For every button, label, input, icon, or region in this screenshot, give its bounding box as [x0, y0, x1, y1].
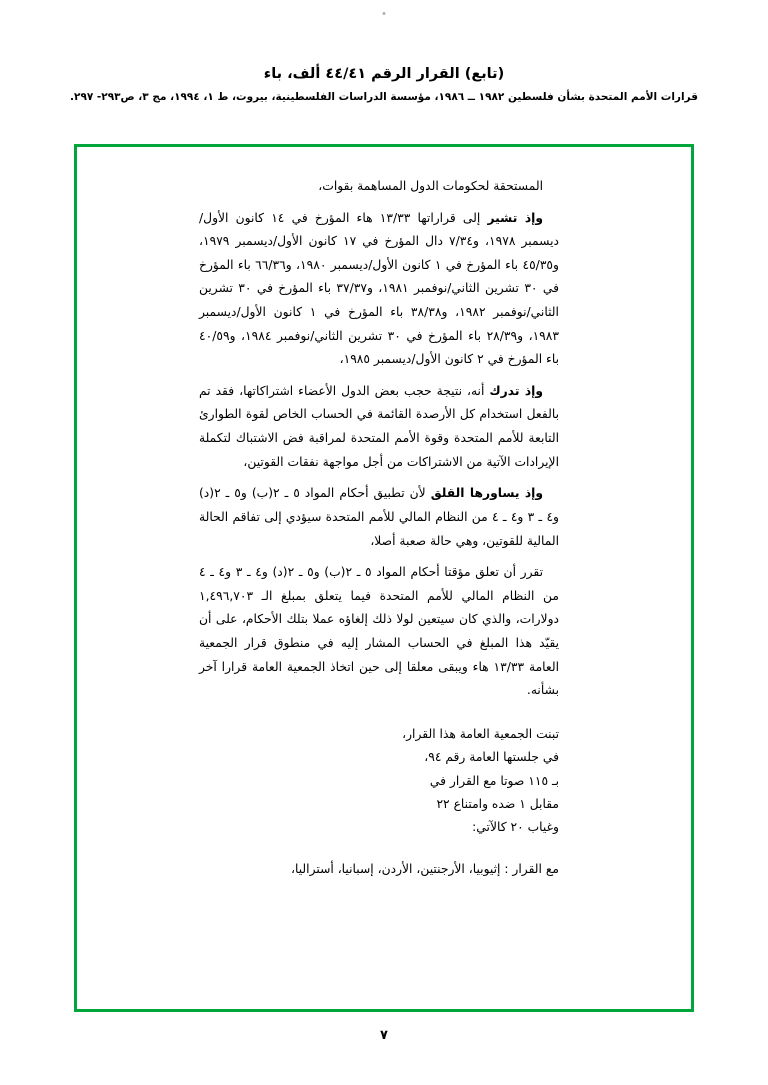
vote-line: وغياب ٢٠ كالآتي: — [472, 820, 559, 835]
paragraph-realizing — [199, 380, 559, 474]
paragraph-text: تقرر أن تعلق مؤقتا أحكام المواد ٥ ـ ٢(ب) و٥ ـ ٢(د) و٤ ـ ٣ و٤ ـ ٤ من النظام المالي للأمم المتحدة فيما يتعلق بمبلغ الـ ١,٤٩٦,٧٠٣ دولارات، والذي كان سيتعين لولا ذلك إلغاؤه عملا بتلك الأحكام، على أن يقيّد هذا المبلغ في الحساب المشار إليه في منطوق قرار الجمعية العامة ١٣/٣٣ هاء ويبقى معلقا إلى حين اتخاذ الجمعية العامة قرارا آخر بشأنه. — [199, 565, 559, 698]
paragraph-continuation — [199, 175, 559, 199]
paragraph-lead: وإذ يساورها القلق — [430, 486, 544, 501]
paragraph-text: لأن تطبيق أحكام المواد ٥ ـ ٢(ب) و٥ ـ ٢(د) و٤ ـ ٣ و٤ ـ ٤ من النظام المالي للأمم المتحدة سيؤدي إلى تفاقم الحالة المالية للقوتين، وهي حالة صعبة أصلا، — [199, 486, 559, 548]
page-number: ٧ — [380, 1028, 388, 1043]
paragraph-text: إلى قراراتها ١٣/٣٣ هاء المؤرخ في ١٤ كانون الأول/ديسمبر ١٩٧٨، و٧/٣٤ دال المؤرخ في ١٧ كانون الأول/ديسمبر ١٩٧٩، و٤٥/٣٥ باء المؤرخ في ١ كانون الأول/ديسمبر ١٩٨٠، و٦٦/٣٦ باء المؤرخ في ٣٠ تشرين الثاني/نوفمبر ١٩٨١، و٣٧/٣٧ باء المؤرخ في ٣٠ تشرين الثاني/نوفمبر ١٩٨٢، و٣٨/٣٨ باء المؤرخ في ١ كانون الأول/ديسمبر ١٩٨٣، و٢٨/٣٩ باء المؤرخ في ٣٠ تشرين الثاني/نوفمبر ١٩٨٤، و٤٠/٥٩ باء المؤرخ في ٢ كانون الأول/ديسمبر ١٩٨٥، — [199, 210, 559, 367]
vote-result-block — [199, 723, 559, 840]
source-citation: قرارات الأمم المتحدة بشأن فلسطين ١٩٨٢ ــ ١٩٨٦، مؤسسة الدراسات الفلسطينية، بيروت، ط ١، ١٩٩٤، مج ٣، ص٢٩٣- ٢٩٧. — [70, 91, 698, 103]
vote-line: بـ ١١٥ صوتا مع القرار في — [429, 773, 559, 788]
page-title: (تابع) القرار الرقم ٤٤/٤١ ألف، باء — [263, 66, 505, 82]
top-page-marker — [383, 12, 386, 15]
paragraph-text: المستحقة لحكومات الدول المساهمة بقوات، — [318, 179, 543, 193]
paragraph-decides — [199, 561, 559, 703]
vote-line: تبنت الجمعية العامة هذا القرار، — [402, 726, 559, 741]
document-body — [199, 175, 559, 881]
paragraph-lead: وإذ تشير — [487, 210, 544, 225]
page-header — [0, 0, 768, 103]
paragraph-text: أنه، نتيجة حجب بعض الدول الأعضاء اشتراكاتها، فقد تم بالفعل استخدام كل الأرصدة القائمة في الحساب الخاص لقوة الطوارئ التابعة للأمم المتحدة وقوة الأمم المتحدة لمراقبة فض الاشتباك لتكملة الإيرادات الآتية من الاشتراكات من أجل مواجهة نفقات القوتين، — [199, 383, 559, 469]
vote-line: مقابل ١ ضده وامتناع ٢٢ — [436, 796, 559, 811]
content-frame — [74, 144, 694, 1012]
vote-in-favor-list: مع القرار : إثيوبيا، الأرجنتين، الأردن، إسبانيا، أستراليا، — [290, 861, 559, 876]
paragraph-recalling — [199, 207, 559, 372]
vote-line: في جلستها العامة رقم ٩٤، — [424, 750, 559, 765]
paragraph-lead: وإذ تدرك — [489, 383, 543, 398]
paragraph-concerned — [199, 482, 559, 553]
